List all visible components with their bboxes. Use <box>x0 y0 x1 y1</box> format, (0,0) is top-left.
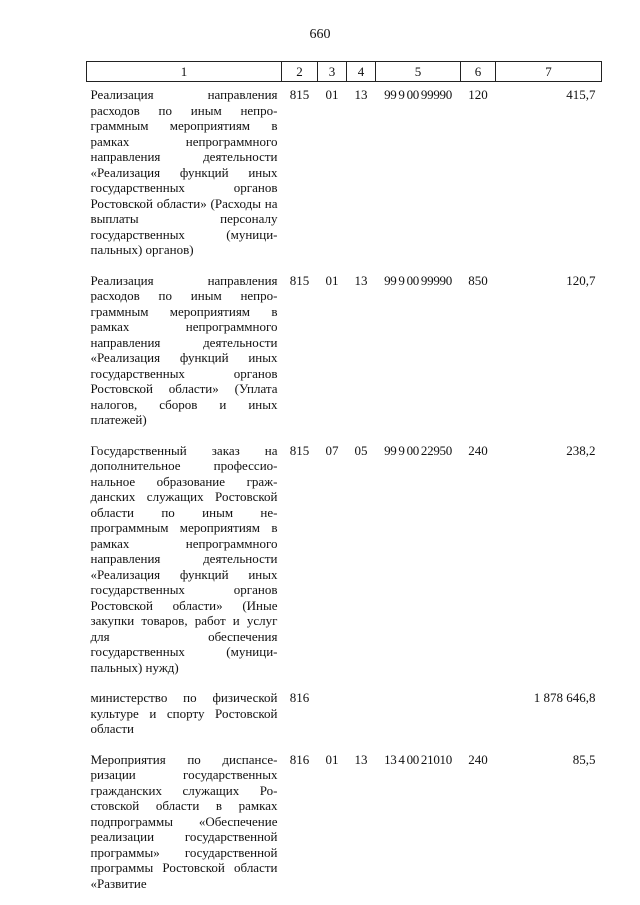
amount: 1 878 646,8 <box>533 690 596 705</box>
column-header: 4 <box>347 62 376 82</box>
expense-description: Мероприятия по диспансеризации государственных гражданских служащих Ростовской области в рамках подпрограммы «Обеспечение реализации государственной программы» государственной программы Ростовской области «Развитие <box>90 751 278 891</box>
subsection-code: 13 <box>354 87 368 102</box>
expense-type-code: 120 <box>468 87 488 102</box>
table-row <box>87 268 602 438</box>
subsection-code <box>347 685 376 747</box>
target-article-code: 99 9 00 22950 <box>384 442 452 458</box>
amount: 238,2 <box>566 442 596 458</box>
section-code: 01 <box>325 272 339 288</box>
expense-type-code: 850 <box>468 272 488 288</box>
target-article-code: 99 9 00 99990 <box>384 87 452 102</box>
subsection-code: 13 <box>354 272 368 288</box>
table-row <box>87 82 602 268</box>
ministry-code: 816 <box>289 751 310 767</box>
section-code <box>318 685 347 747</box>
expense-type-code <box>461 685 496 747</box>
table-header-row <box>87 62 602 82</box>
expense-description: Реализация направления расходов по иным непрограммным мероприятиям в рамках непрограммного направления деятельности «Реализация функций иных государственных органов Ростовской области» (Уплата налогов, сборов и иных платежей) <box>90 272 278 427</box>
ministry-code: 815 <box>289 87 310 102</box>
column-header: 1 <box>87 62 282 82</box>
section-code: 07 <box>325 442 339 458</box>
column-header: 3 <box>318 62 347 82</box>
target-article-code: 13 4 00 21010 <box>384 751 452 767</box>
expense-description: Государственный заказ на дополнительное профессиональное образование гражданских служащих Ростовской области по иным непрограммным мероприятиям в рамках непрограммного направления деятельности «Реализация функций иных государственных органов Ростовской области» (Иные закупки товаров, работ и услуг для обеспечения государственных (муниципальных) нужд) <box>90 442 278 675</box>
ministry-code: 815 <box>289 272 310 288</box>
expense-type-code: 240 <box>468 442 488 458</box>
column-header: 5 <box>376 62 461 82</box>
table-row <box>87 438 602 686</box>
ministry-code: 816 <box>289 690 310 705</box>
expense-description: Реализация направления расходов по иным непрограммным мероприятиям в рамках непрограммного направления деятельности «Реализация функций иных государственных органов Ростовской области» (Расходы на выплаты персоналу государственных (муниципальных) органов) <box>90 87 278 257</box>
subsection-code: 05 <box>354 442 368 458</box>
expense-description: министерство по физической культуре и спорту Ростовской области <box>90 690 278 736</box>
table-row <box>87 747 602 902</box>
expense-type-code: 240 <box>468 751 488 767</box>
target-article-code <box>376 685 461 747</box>
ministry-code: 815 <box>289 442 310 458</box>
column-header: 6 <box>461 62 496 82</box>
table-row <box>87 685 602 747</box>
column-header: 7 <box>496 62 602 82</box>
subsection-code: 13 <box>354 751 368 767</box>
amount: 85,5 <box>572 751 596 767</box>
target-article-code: 99 9 00 99990 <box>384 272 452 288</box>
page-number: 660 <box>309 27 331 42</box>
budget-table <box>86 61 602 901</box>
column-header: 2 <box>282 62 318 82</box>
amount: 120,7 <box>566 272 596 288</box>
section-code: 01 <box>325 751 339 767</box>
amount: 415,7 <box>566 87 596 102</box>
section-code: 01 <box>325 87 339 102</box>
